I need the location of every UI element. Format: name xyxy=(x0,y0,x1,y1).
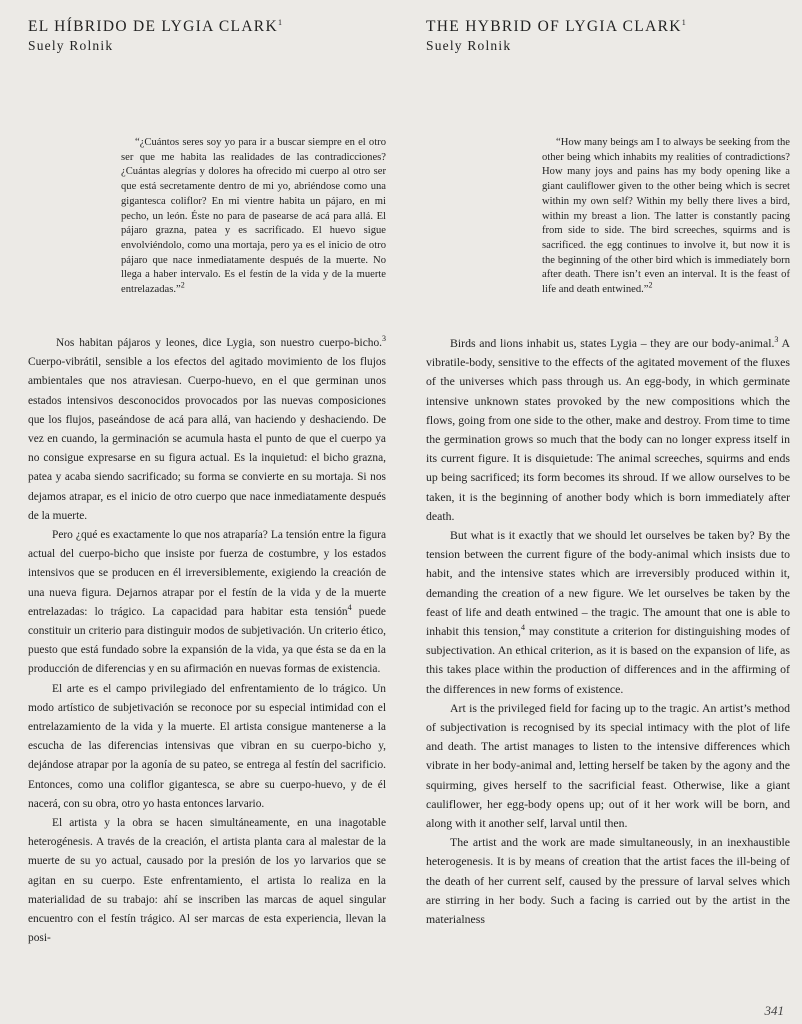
paragraph: But what is it exactly that we should let ourselves be taken by? By the tension between the current figure of the body-animal which insists due to habit, and the intensive states which are irreversibly produced within it, demanding the creation of a new figure. We let ourselves be taken by the feast of life and death entwined – the tragic. The amount that one is able to inhabit this tension,$^4$ may constitute a criterion for distinguishing modes of subjectivation. An ethical criterion, as it is based on the expansion of life, as this takes place within the production of differences and in the affirming of the differences in new forms of existence. xyxy=(426,528,790,696)
paragraph: Art is the privileged field for facing up to the tragic. An artist’s method of subjectivation is recognised by its special intimacy with the plot of life and death. The artist manages to listen to the intensive differences which vibrate in her body-animal and, letting herself be taken by the agony and the squirming, gives herself to the sacrificial feast. Otherwise, like a giant cauliflower, her egg-body opens up; out of it her work will be born, and along with it another self, larval until then. xyxy=(426,700,790,831)
footnote-ref: 2 xyxy=(180,280,185,290)
paragraph: Birds and lions inhabit us, states Lygia – they are our body-animal.$^3$ A vibratile-body, sensitive to the effects of the agitated movement of the fluxes of the universes which pass through us. An egg-body, in which germinate intensive unknown states provoked by the new compositions which the flows, going from one side to the other, make and destroy. From time to time the germination grows so much that the body can no longer express itself in its current figure. It is disquietude: The animal screeches, squirms and ends up being sacrificed; its form becomes its shroud. If we allow ourselves to be taken, it is the beginning of another body which is born immediately after death. xyxy=(426,335,790,523)
footnote-ref: 3 xyxy=(774,335,779,345)
english-epigraph: “How many beings am I to always be seeking from the other being which inhabits my realities of contradictions? How many joys and pains has my body opening like a giant cauliflower given to the other being which is secret within my own self? Within my belly there lives a bird, within my breast a lion. The latter is constantly pacing from side to side. The bird screeches, squirms and is sacrificed. the egg continues to involve it, but now it is the beginning of the other bird which is immediately born after death. There isn’t even an interval. It is the feast of life and death entwined.”$^2$ xyxy=(542,137,790,296)
english-title: THE HYBRID OF LYGIA CLARK$^1$ xyxy=(426,17,688,35)
footnote-ref: 4 xyxy=(520,623,525,633)
paragraph: Pero ¿qué es exactamente lo que nos atraparía? La tensión entre la figura actual del cuerpo-bicho que insiste por fuerza de costumbre, y los estados intensivos que se producen en él irreversiblemente, exigiendo la creación de una nueva figura. Dejarnos atrapar por el festín de la vida y de la muerte entrelazadas: lo trágico. La capacidad para habitar esta tensión$^4$ puede constituir un criterio para distinguir modos de subjetivación. Un criterio ético, puesto que está fundado sobre la expansión de la vida, ya que ésta se da en la producción de diferencias y en su afirmación en nuevas formas de existencia. xyxy=(28,529,386,676)
spanish-body xyxy=(28,334,386,949)
spanish-author: Suely Rolnik xyxy=(28,38,114,53)
footnote-ref: 2 xyxy=(648,280,653,290)
paragraph: El arte es el campo privilegiado del enfrentamiento de lo trágico. Un modo artístico de subjetivación se reconoce por su especial intimidad con el entrelazamiento de la vida y la muerte. El artista consigue mantenerse a la escucha de las diferencias intensivas que vibran en su cuerpo-bicho y, dejándose atrapar por la agonía de su pateo, se entrega al festín del sacrificio. Entonces, como una coliflor gigantesca, se abre su cuerpo-huevo, y de él nacerá, con su obra, otro yo hasta entonces larvario. xyxy=(28,682,386,810)
footnote-ref: 1 xyxy=(681,17,688,27)
english-author: Suely Rolnik xyxy=(426,38,512,53)
page-number: 341 xyxy=(764,1003,784,1018)
footnote-ref: 1 xyxy=(277,17,284,27)
paragraph: Nos habitan pájaros y leones, dice Lygia, son nuestro cuerpo-bicho.$^3$ Cuerpo-vibrátil, sensible a los efectos del agitado movimiento de los flujos ambientales que nos atraviesan. Cuerpo-huevo, en el que germinan unos estados intensivos desconocidos provocados por las nuevas composiciones que los flujos, paseándose de acá para allá, van haciendo y deshaciendo. De vez en cuando, la germinación se acumula hasta el punto de que el cuerpo ya no consigue expresarse en su figura actual. Es la inquietud: el bicho grazna, patea y acaba siendo sacrificado; su forma se convierte en su mortaja. Si nos dejamos atrapar, es el inicio de otro cuerpo que nace inmediatamente después de la muerte. xyxy=(28,334,386,522)
footnote-ref: 3 xyxy=(382,334,386,344)
spanish-title: EL HÍBRIDO DE LYGIA CLARK$^1$ xyxy=(28,17,284,35)
paragraph: El artista y la obra se hacen simultáneamente, en una inagotable heterogénesis. A través de la creación, el artista planta cara al malestar de la muerte de su yo actual, causado por la presión de los yo larvarios que se agitan en su cuerpo. Este enfrentamiento, el artista lo realiza en la materialidad de su trabajo: ahí se inscriben las marcas de aquel singular encuentro con el festín trágico. Al ser marcas de esta experiencia, llevan la posi- xyxy=(28,817,386,945)
spanish-epigraph: “¿Cuántos seres soy yo para ir a buscar siempre en el otro ser que me habita las realidades de las contradicciones? ¿Cuántas alegrías y dolores ha ofrecido mi cuerpo al otro ser que está secretamente dentro de mi yo, abriéndose como una gigantesca coliflor? En mi vientre habita un pájaro, en mi pecho, un león. Éste no para de pasearse de acá para allá. El pájaro grazna, patea y es sacrificado. El huevo sigue envolviéndolo, como una mortaja, pero ya es el inicio de otro pájaro que nace inmediatamente después de la muerte. No llega a haber intervalo. Es el festín de la vida y de la muerte entrelazadas.”$^2$ xyxy=(121,137,386,296)
english-body xyxy=(426,334,790,929)
paragraph: The artist and the work are made simultaneously, in an inexhaustible heterogenesis. It is by means of creation that the artist faces the ill-being of the death of her current self, caused by the pressure of larval selves which are stirring in her body. Such a facing is carried out by the artist in the materialness xyxy=(426,835,790,927)
footnote-ref: 4 xyxy=(347,603,352,613)
